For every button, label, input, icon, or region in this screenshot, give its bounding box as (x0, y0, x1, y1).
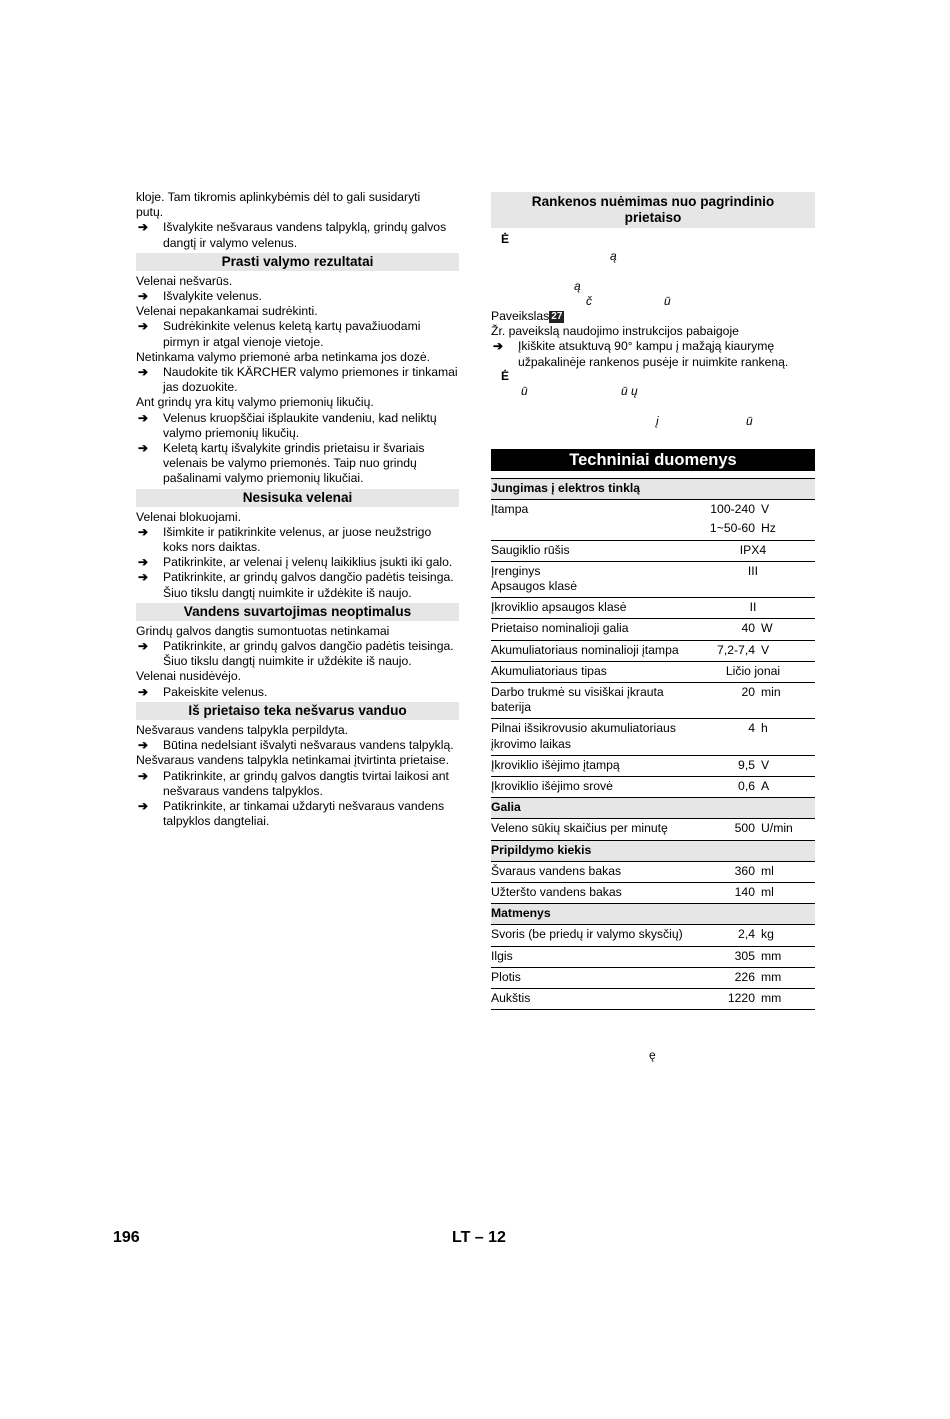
right-column (491, 192, 815, 231)
row-value: IPX4 (739, 542, 767, 557)
glyph-fragment: ū (521, 384, 528, 398)
row-label: Užteršto vandens bakas (491, 885, 622, 900)
page-number: 196 (113, 1229, 140, 1246)
bullet-text: Būtina nedelsiant išvalyti nešvaraus vandens talpyklą. (163, 738, 454, 753)
instruction-bullet (136, 570, 459, 600)
page-section-code: LT – 12 (452, 1229, 506, 1246)
table-row (491, 683, 815, 719)
arrow-right-icon: ➔ (493, 339, 504, 354)
bullet-text: Patikrinkite, ar grindų galvos dangčio padėtis teisinga. Šiuo tikslu dangtį nuimkite ir uždėkite iš naujo. (163, 570, 454, 600)
glyph-fragment: Ė (501, 369, 510, 383)
bullet-text: Velenus kruopščiai išplaukite vandeniu, kad neliktų valymo priemonių likučių. (163, 410, 437, 440)
technical-data-banner: Techniniai duomenys (491, 449, 815, 471)
instruction-bullet (136, 769, 459, 799)
row-unit: V (761, 757, 770, 772)
table-row (491, 519, 815, 540)
table-row (491, 862, 815, 883)
figure-reference-block (491, 309, 815, 370)
table-row (491, 541, 815, 562)
row-unit: h (761, 721, 768, 736)
instruction-bullet (136, 319, 459, 349)
arrow-right-icon: ➔ (138, 738, 149, 753)
table-row (491, 819, 815, 840)
row-label: Plotis (491, 969, 521, 984)
row-value: 360 (734, 863, 755, 878)
row-label: Akumuliatoriaus nominalioji įtampa (491, 642, 679, 657)
bullet-text: Naudokite tik KÄRCHER valymo priemones ir tinkamai jas dozuokite. (163, 365, 458, 395)
problem-text: Ant grindų yra kitų valymo priemonių likučių. (136, 395, 374, 410)
row-value: 4 (748, 721, 755, 736)
figure-reference (491, 309, 815, 324)
table-row (491, 500, 815, 519)
table-row (491, 777, 815, 798)
section-label: Galia (491, 800, 521, 815)
table-row (491, 756, 815, 777)
table-row (491, 662, 815, 683)
row-unit: Hz (761, 521, 776, 536)
row-value: II (749, 600, 757, 615)
row-unit: ml (761, 885, 774, 900)
row-unit: V (761, 642, 770, 657)
row-label: Veleno sūkių skaičius per minutę (491, 821, 668, 836)
row-unit: kg (761, 927, 774, 942)
section-heading: Nesisuka velenai (136, 489, 459, 507)
arrow-right-icon: ➔ (138, 410, 149, 425)
table-row (491, 947, 815, 968)
bullet-text: Pakeiskite velenus. (163, 684, 268, 699)
bullet-text: Išimkite ir patikrinkite velenus, ar juose neužstrigo koks nors daiktas. (163, 524, 432, 555)
table-row (491, 883, 815, 904)
glyph-fragment: ū ų (621, 384, 638, 398)
section-heading: Vandens suvartojimas neoptimalus (136, 603, 459, 621)
problem-text: Velenai blokuojami. (136, 509, 242, 524)
bullet-text: Sudrėkinkite velenus keletą kartų pavažiuodami pirmyn ir atgal vienoje vietoje. (163, 319, 421, 349)
section-label: Matmenys (491, 906, 551, 921)
section-heading: Iš prietaiso teka nešvarus vanduo (136, 702, 459, 720)
arrow-right-icon: ➔ (138, 798, 149, 813)
bullet-text: Keletą kartų išvalykite grindis prietaisu ir švariais velenais be valymo priemonės. Taip nuo grindų pašalinami valymo priemonių likučiai. (163, 441, 425, 486)
instruction-bullet (136, 799, 459, 829)
table-section-header (491, 798, 815, 819)
problem-text: Velenai nepakankamai sudrėkinti. (136, 304, 318, 319)
row-unit: A (761, 779, 770, 794)
row-label: Svoris (be priedų ir valymo skysčių) (491, 927, 683, 942)
row-label: Švaraus vandens bakas (491, 863, 622, 878)
row-label: Saugiklio rūšis (491, 542, 570, 557)
row-unit: mm (761, 948, 782, 963)
table-row (491, 925, 815, 946)
instruction-bullet (136, 289, 459, 304)
bullet-text: Patikrinkite, ar tinkamai uždaryti nešvaraus vandens talpyklos dangteliai. (163, 798, 445, 829)
bullet-text: Įkiškite atsuktuvą 90° kampu į mažąją kiaurymę užpakalinėje rankenos pusėje ir nuimkite rankeną. (518, 339, 789, 369)
arrow-right-icon: ➔ (138, 570, 149, 585)
row-value: 1220 (727, 991, 755, 1006)
section-label: Pripildymo kiekis (491, 842, 592, 857)
row-value: Ličio jonai (725, 663, 781, 678)
row-value: III (747, 563, 759, 578)
table-row (491, 619, 815, 640)
arrow-right-icon: ➔ (138, 289, 149, 304)
problem-text: Velenai nešvarūs. (136, 273, 233, 288)
arrow-right-icon: ➔ (138, 441, 149, 456)
bullet-text: Išvalykite nešvaraus vandens talpyklą, grindų galvos dangtį ir valymo velenus. (163, 220, 447, 250)
row-unit: min (761, 685, 781, 700)
row-label: Ilgis (491, 948, 513, 963)
glyph-fragment: į (656, 414, 659, 428)
arrow-right-icon: ➔ (138, 555, 149, 570)
row-unit: W (761, 621, 773, 636)
row-label (491, 521, 691, 536)
instruction-bullet (136, 411, 459, 441)
row-label: Darbo trukmė su visiškai įkrauta baterija (491, 685, 664, 715)
row-label: Pilnai išsikrovusio akumuliatoriaus įkrovimo laikas (491, 721, 676, 751)
section-heading: Prasti valymo rezultatai (136, 253, 459, 271)
table-row (491, 719, 815, 755)
arrow-right-icon: ➔ (138, 524, 149, 539)
table-section-header (491, 841, 815, 862)
row-label-line: Apsaugos klasė (491, 579, 578, 594)
intro-line-1: kloje. Tam tikromis aplinkybėmis dėl to gali susidaryti (136, 190, 421, 204)
problem-text: Velenai nusidėvėjo. (136, 669, 242, 684)
see-figure-text: Žr. paveikslą naudojimo instrukcijos pabaigoje (491, 324, 739, 339)
problem-text: Grindų galvos dangtis sumontuotas netinkamai (136, 623, 390, 638)
row-label: Prietaiso nominalioji galia (491, 621, 629, 636)
problem-text: Netinkama valymo priemonė arba netinkama jos dozė. (136, 349, 430, 364)
row-label: Akumuliatoriaus tipas (491, 663, 607, 678)
bullet-text: Patikrinkite, ar grindų galvos dangtis tvirtai laikosi ant nešvaraus vandens talpyklos. (163, 768, 449, 798)
instruction-bullet (136, 365, 459, 395)
row-value: 9,5 (738, 757, 755, 772)
row-label: Įkroviklio išėjimo įtampą (491, 757, 620, 772)
row-value: 20 (741, 685, 755, 700)
intro-bullet (136, 220, 459, 250)
arrow-right-icon: ➔ (138, 639, 149, 654)
arrow-right-icon: ➔ (138, 768, 149, 783)
row-value: 500 (734, 821, 755, 836)
instruction-bullet (136, 525, 459, 555)
instruction-bullet (136, 685, 459, 700)
arrow-right-icon: ➔ (138, 684, 149, 699)
instruction-bullet (136, 738, 459, 753)
troubleshooting-sections (136, 253, 459, 830)
arrow-right-icon: ➔ (138, 319, 149, 334)
row-label: Įtampa (491, 502, 529, 517)
glyph-fragment: ū (664, 294, 671, 308)
row-value: 305 (734, 948, 755, 963)
row-label: Įkroviklio apsaugos klasė (491, 600, 627, 615)
bullet-text: Patikrinkite, ar velenai į velenų laikiklius įsukti iki galo. (163, 555, 453, 570)
figure-label: Paveikslas (491, 309, 550, 323)
row-value: 100-240 (710, 502, 755, 517)
row-unit: mm (761, 991, 782, 1006)
left-column (136, 190, 459, 829)
handle-bullet (491, 339, 815, 369)
arrow-right-icon: ➔ (138, 365, 149, 380)
row-value: 7,2-7,4 (717, 642, 755, 657)
table-row (491, 641, 815, 662)
table-row (491, 562, 815, 598)
arrow-right-icon: ➔ (138, 220, 149, 235)
intro-line-2: putų. (136, 205, 164, 220)
instruction-bullet (136, 639, 459, 669)
row-value: 1~50-60 (709, 521, 755, 536)
row-value: 40 (741, 621, 755, 636)
problem-text: Nešvaraus vandens talpykla netinkamai įtvirtinta prietaise. (136, 753, 449, 768)
table-row (491, 968, 815, 989)
row-unit: V (761, 502, 770, 517)
section-label: Jungimas į elektros tinklą (491, 481, 641, 495)
glyph-fragment: ą (610, 249, 617, 263)
row-value: 0,6 (738, 779, 755, 794)
row-value: 226 (734, 969, 755, 984)
glyph-fragment: Ė (501, 232, 510, 246)
figure-number-badge: 27 (551, 311, 563, 322)
table-section-header (491, 904, 815, 925)
row-unit: U/min (761, 821, 793, 836)
instruction-bullet (136, 441, 459, 487)
row-label-line: Įrenginys (491, 563, 541, 578)
table-row (491, 989, 815, 1010)
row-value: 2,4 (738, 927, 755, 942)
row-unit: mm (761, 969, 782, 984)
bullet-text: Patikrinkite, ar grindų galvos dangčio padėtis teisinga. Šiuo tikslu dangtį nuimkite ir uždėkite iš naujo. (163, 639, 454, 669)
instruction-bullet (136, 555, 459, 570)
glyph-fragment: č (586, 294, 592, 308)
problem-text: Nešvaraus vandens talpykla perpildyta. (136, 722, 349, 737)
bullet-text: Išvalykite velenus. (163, 289, 262, 304)
row-unit: ml (761, 863, 774, 878)
row-label (491, 564, 691, 594)
glyph-fragment: ą (574, 279, 581, 293)
glyph-fragment: ę (649, 1048, 656, 1062)
table-row (491, 598, 815, 619)
table-section-header (491, 479, 815, 500)
row-value: 140 (734, 885, 755, 900)
handle-removal-heading: Rankenos nuėmimas nuo pagrindinio prietaiso (491, 192, 815, 228)
glyph-fragment: ū (746, 414, 753, 428)
row-label: Aukštis (491, 991, 531, 1006)
row-label: Įkroviklio išėjimo srovė (491, 779, 613, 794)
technical-data-table (491, 478, 815, 1010)
